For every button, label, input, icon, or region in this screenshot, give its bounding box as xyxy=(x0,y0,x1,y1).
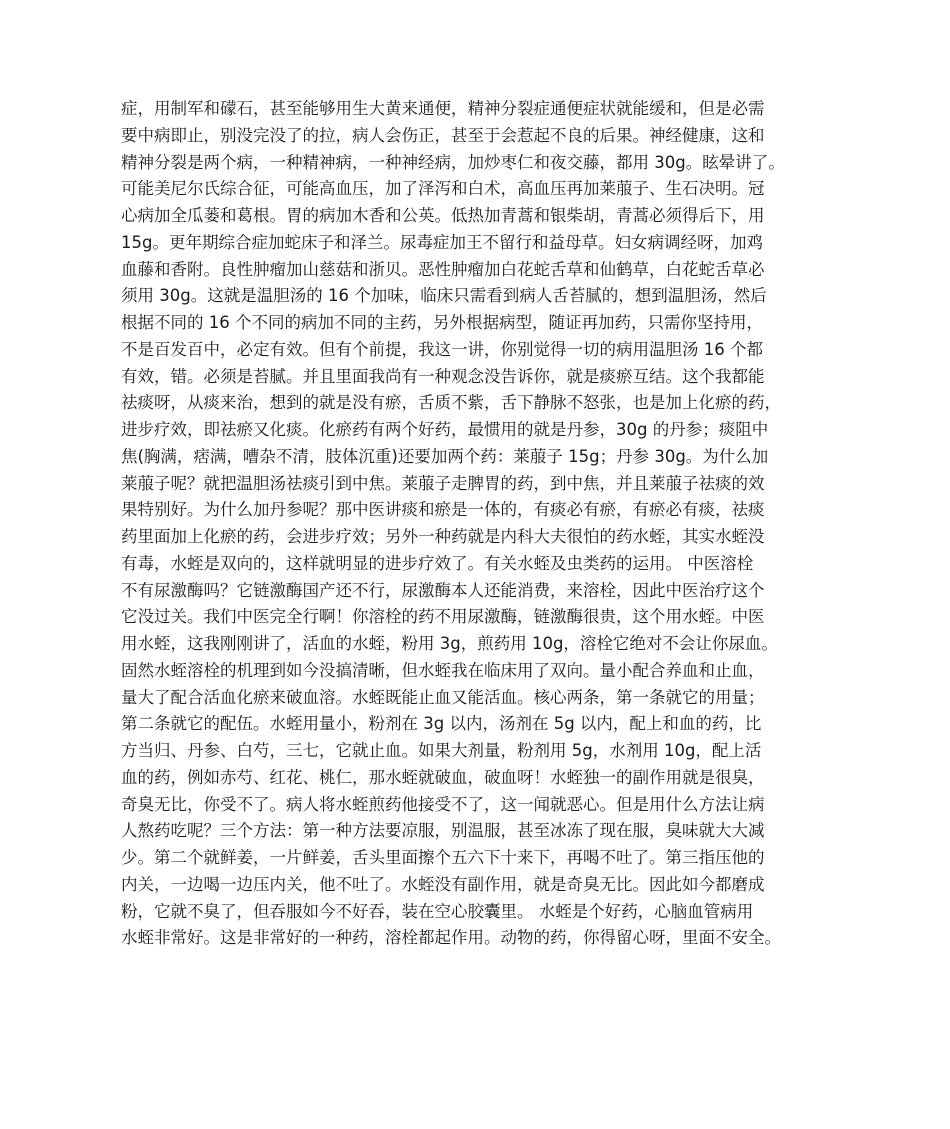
text-line: 症，用制军和礞石，甚至能够用生大黄来通便，精神分裂症通便症状就能缓和，但是必需 xyxy=(121,99,765,118)
text-line: 焦(胸满，痞满，嘈杂不清，肢体沉重)还要加两个药：莱菔子 15g；丹参 30g。为什么加 xyxy=(121,446,769,466)
text-line: 血藤和香附。良性肿瘤加山慈菇和浙贝。恶性肿瘤加白花蛇舌草和仙鹤草，白花蛇舌草必 xyxy=(121,259,765,279)
text-line: 有效，错。必须是苔腻。并且里面我尚有一种观念没告诉你，就是痰瘀互结。这个我都能 xyxy=(121,366,765,386)
text-line: 心病加全瓜蒌和葛根。胃的病加木香和公英。低热加青蒿和银柴胡，青蒿必须得后下，用 xyxy=(121,206,765,225)
text-line: 粉，它就不臭了，但吞服如今不好吞，装在空心胶囊里。 水蛭是个好药，心脑血管病用 xyxy=(121,901,754,921)
text-line: 果特别好。为什么加丹参呢？那中医讲痰和瘀是一体的，有痰必有瘀，有瘀必有痰，祛痰 xyxy=(121,500,765,520)
text-line: 精神分裂是两个病，一种精神病，一种神经病，加炒枣仁和夜交藤，都用 30g。眩晕讲了。 xyxy=(121,152,785,172)
text-line: 不有尿激酶吗？它链激酶国产还不行，尿激酶本人还能消费，来溶栓，因此中医治疗这个 xyxy=(121,580,765,600)
text-line: 莱菔子呢？就把温胆汤祛痰引到中焦。莱菔子走脾胃的药，到中焦，并且莱菔子祛痰的效 xyxy=(121,473,765,493)
text-line: 固然水蛭溶栓的机理到如今没搞清晰，但水蛭我在临床用了双向。量小配合养血和止血， xyxy=(121,660,765,680)
text-line: 可能美尼尔氏综合征，可能高血压，加了泽泻和白术，高血压再加莱菔子、生石决明。冠 xyxy=(121,179,765,199)
text-line: 根据不同的 16 个不同的病加不同的主药，另外根据病型，随证再加药，只需你坚持用， xyxy=(121,313,763,332)
text-line: 水蛭非常好。这是非常好的一种药，溶栓都起作用。动物的药，你得留心呀，里面不安全。 xyxy=(121,928,781,948)
text-line: 祛痰呀，从痰来治，想到的就是没有瘀，舌质不紫，舌下静脉不怒张，也是加上化瘀的药， xyxy=(121,393,781,413)
text-line: 15g。更年期综合症加蛇床子和泽兰。尿毒症加王不留行和益母草。妇女病调经呀，加鸡 xyxy=(121,232,763,252)
text-line: 要中病即止，别没完没了的拉，病人会伤正，甚至于会惹起不良的后果。神经健康，这和 xyxy=(121,125,765,145)
text-line: 奇臭无比，你受不了。病人将水蛭煎药他接受不了，这一闻就恶心。但是用什么方法让病 xyxy=(121,794,765,814)
text-line: 药里面加上化瘀的药，会进步疗效；另外一种药就是内科大夫很怕的药水蛭，其实水蛭没 xyxy=(121,527,765,546)
text-line: 少。第二个就鲜姜，一片鲜姜，舌头里面擦个五六下十来下，再喝不吐了。第三指压他的 xyxy=(121,848,765,867)
text-line: 方当归、丹参、白芍，三七，它就止血。如果大剂量，粉剂用 5g，水剂用 10g，配上活 xyxy=(121,741,762,760)
text-line: 第二条就它的配伍。水蛭用量小，粉剂在 3g 以内，汤剂在 5g 以内，配上和血的药，比 xyxy=(121,714,762,734)
text-line: 须用 30g。这就是温胆汤的 16 个加味，临床只需看到病人舌苔腻的，想到温胆汤，然后 xyxy=(121,286,767,306)
body-text xyxy=(121,96,841,952)
text-line: 量大了配合活血化瘀来破血溶。水蛭既能止血又能活血。核心两条，第一条就它的用量； xyxy=(121,687,765,707)
text-line: 内关，一边喝一边压内关，他不吐了。水蛭没有副作用，就是奇臭无比。因此如今都磨成 xyxy=(121,874,765,894)
text-line: 它没过关。我们中医完全行啊！你溶栓的药不用尿激酶，链激酶很贵，这个用水蛭。中医 xyxy=(121,607,765,627)
text-line: 有毒，水蛭是双向的，这样就明显的进步疗效了。有关水蛭及虫类药的运用。 中医溶栓 xyxy=(121,553,754,573)
text-line: 进步疗效，即祛瘀又化痰。化瘀药有两个好药，最惯用的就是丹参，30g 的丹参；痰阻中 xyxy=(121,420,769,439)
text-line: 血的药，例如赤芍、红花、桃仁，那水蛭就破血，破血呀！水蛭独一的副作用就是很臭， xyxy=(121,767,765,787)
text-line: 不是百发百中，必定有效。但有个前提，我这一讲，你别觉得一切的病用温胆汤 16 个都 xyxy=(121,339,763,359)
text-line: 人熬药吃呢？三个方法：第一种方法要凉服，别温服，甚至冰冻了现在服，臭味就大大减 xyxy=(121,821,765,841)
text-line: 用水蛭，这我刚刚讲了，活血的水蛭，粉用 3g，煎药用 10g，溶栓它绝对不会让你尿血。 xyxy=(121,634,778,653)
